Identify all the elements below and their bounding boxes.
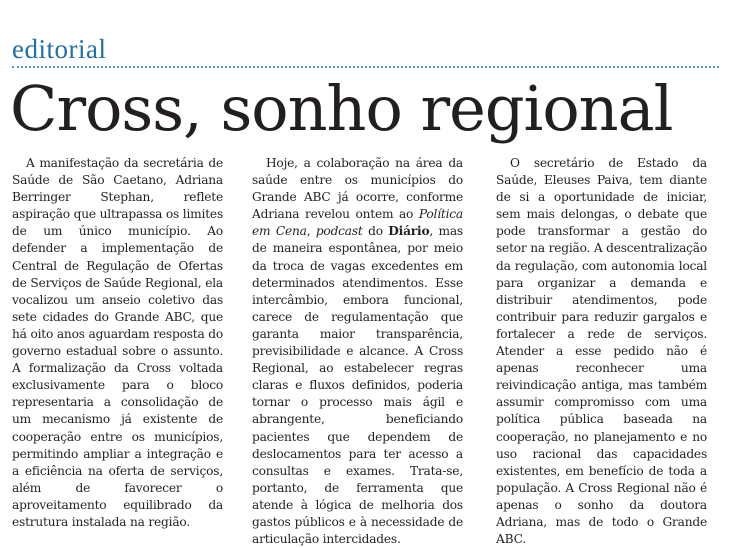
column-2-text-d: , mas de maneira espontânea, por meio da troca de vagas excedentes em determinados atendimentos. Esse intercâmbio, embora funcional, carece de regulamentação que garanta maior transparência, previsibilidade e alcance. A Cross Regional, ao estabelecer regras claras e fluxos definidos, poderia tornar o processo mais ágil e abrangente, beneficiando pacientes que dependem de deslocamentos para ter acesso a consultas e exames. Trata-se, portanto, de ferramenta que atende à lógica de melhoria dos gastos públicos e à necessidade de articulação intercidades. [252,224,463,547]
article-column-3 [496,155,707,548]
column-2-text-a: Hoje, a colaboração na área da saúde entre os municípios do Grande ABC já ocorre, conforme Adriana revelou ontem ao [252,156,463,222]
column-1-paragraph: A manifestação da secretária de Saúde de São Caetano, Adriana Berringer Stephan, reflete aspiração que ultrapassa os limites de um único município. Ao defender a implementação de Central de Regulação de Ofertas de Serviços de Saúde Regional, ela vocalizou um anseio coletivo das sete cidades do Grande ABC, que há oito anos aguardam resposta do governo estadual sobre o assunto. A formalização da Cross voltada exclusivamente para o bloco representaria a consolidação de um mecanismo já existente de cooperação entre os municípios, permitindo ampliar a integração e a eficiência na oferta de serviços, além de favorecer o aproveitamento equilibrado da estrutura instalada na região. [12,156,223,529]
podcast-name: Política em Cena [252,207,463,239]
article-column-1 [12,155,223,531]
newspaper-name: Diário [388,224,430,239]
podcast-word: podcast [315,224,363,239]
section-label: editorial [12,34,107,64]
column-2-text-c: do [362,224,389,239]
column-2-text-b: , [306,224,316,239]
section-divider [12,66,719,68]
article-column-2 [252,155,463,548]
headline: Cross, sonho regional [10,72,673,145]
column-2-paragraph [252,155,463,548]
column-3-paragraph: O secretário de Estado da Saúde, Eleuses Paiva, tem diante de si a oportunidade de iniciar, sem mais delongas, o debate que pode transformar a gestão do setor na região. A descentralização da regulação, com autonomia local para organizar a demanda e distribuir atendimentos, pode contribuir para reduzir gargalos e fortalecer a rede de serviços. Atender a esse pedido não é apenas reconhecer uma reivindicação antiga, mas também assumir compromisso com uma política pública baseada na cooperação, no planejamento e no uso racional das capacidades existentes, em benefício de toda a população. A Cross Regional não é apenas o sonho da doutora Adriana, mas de todo o Grande ABC. [496,156,708,547]
